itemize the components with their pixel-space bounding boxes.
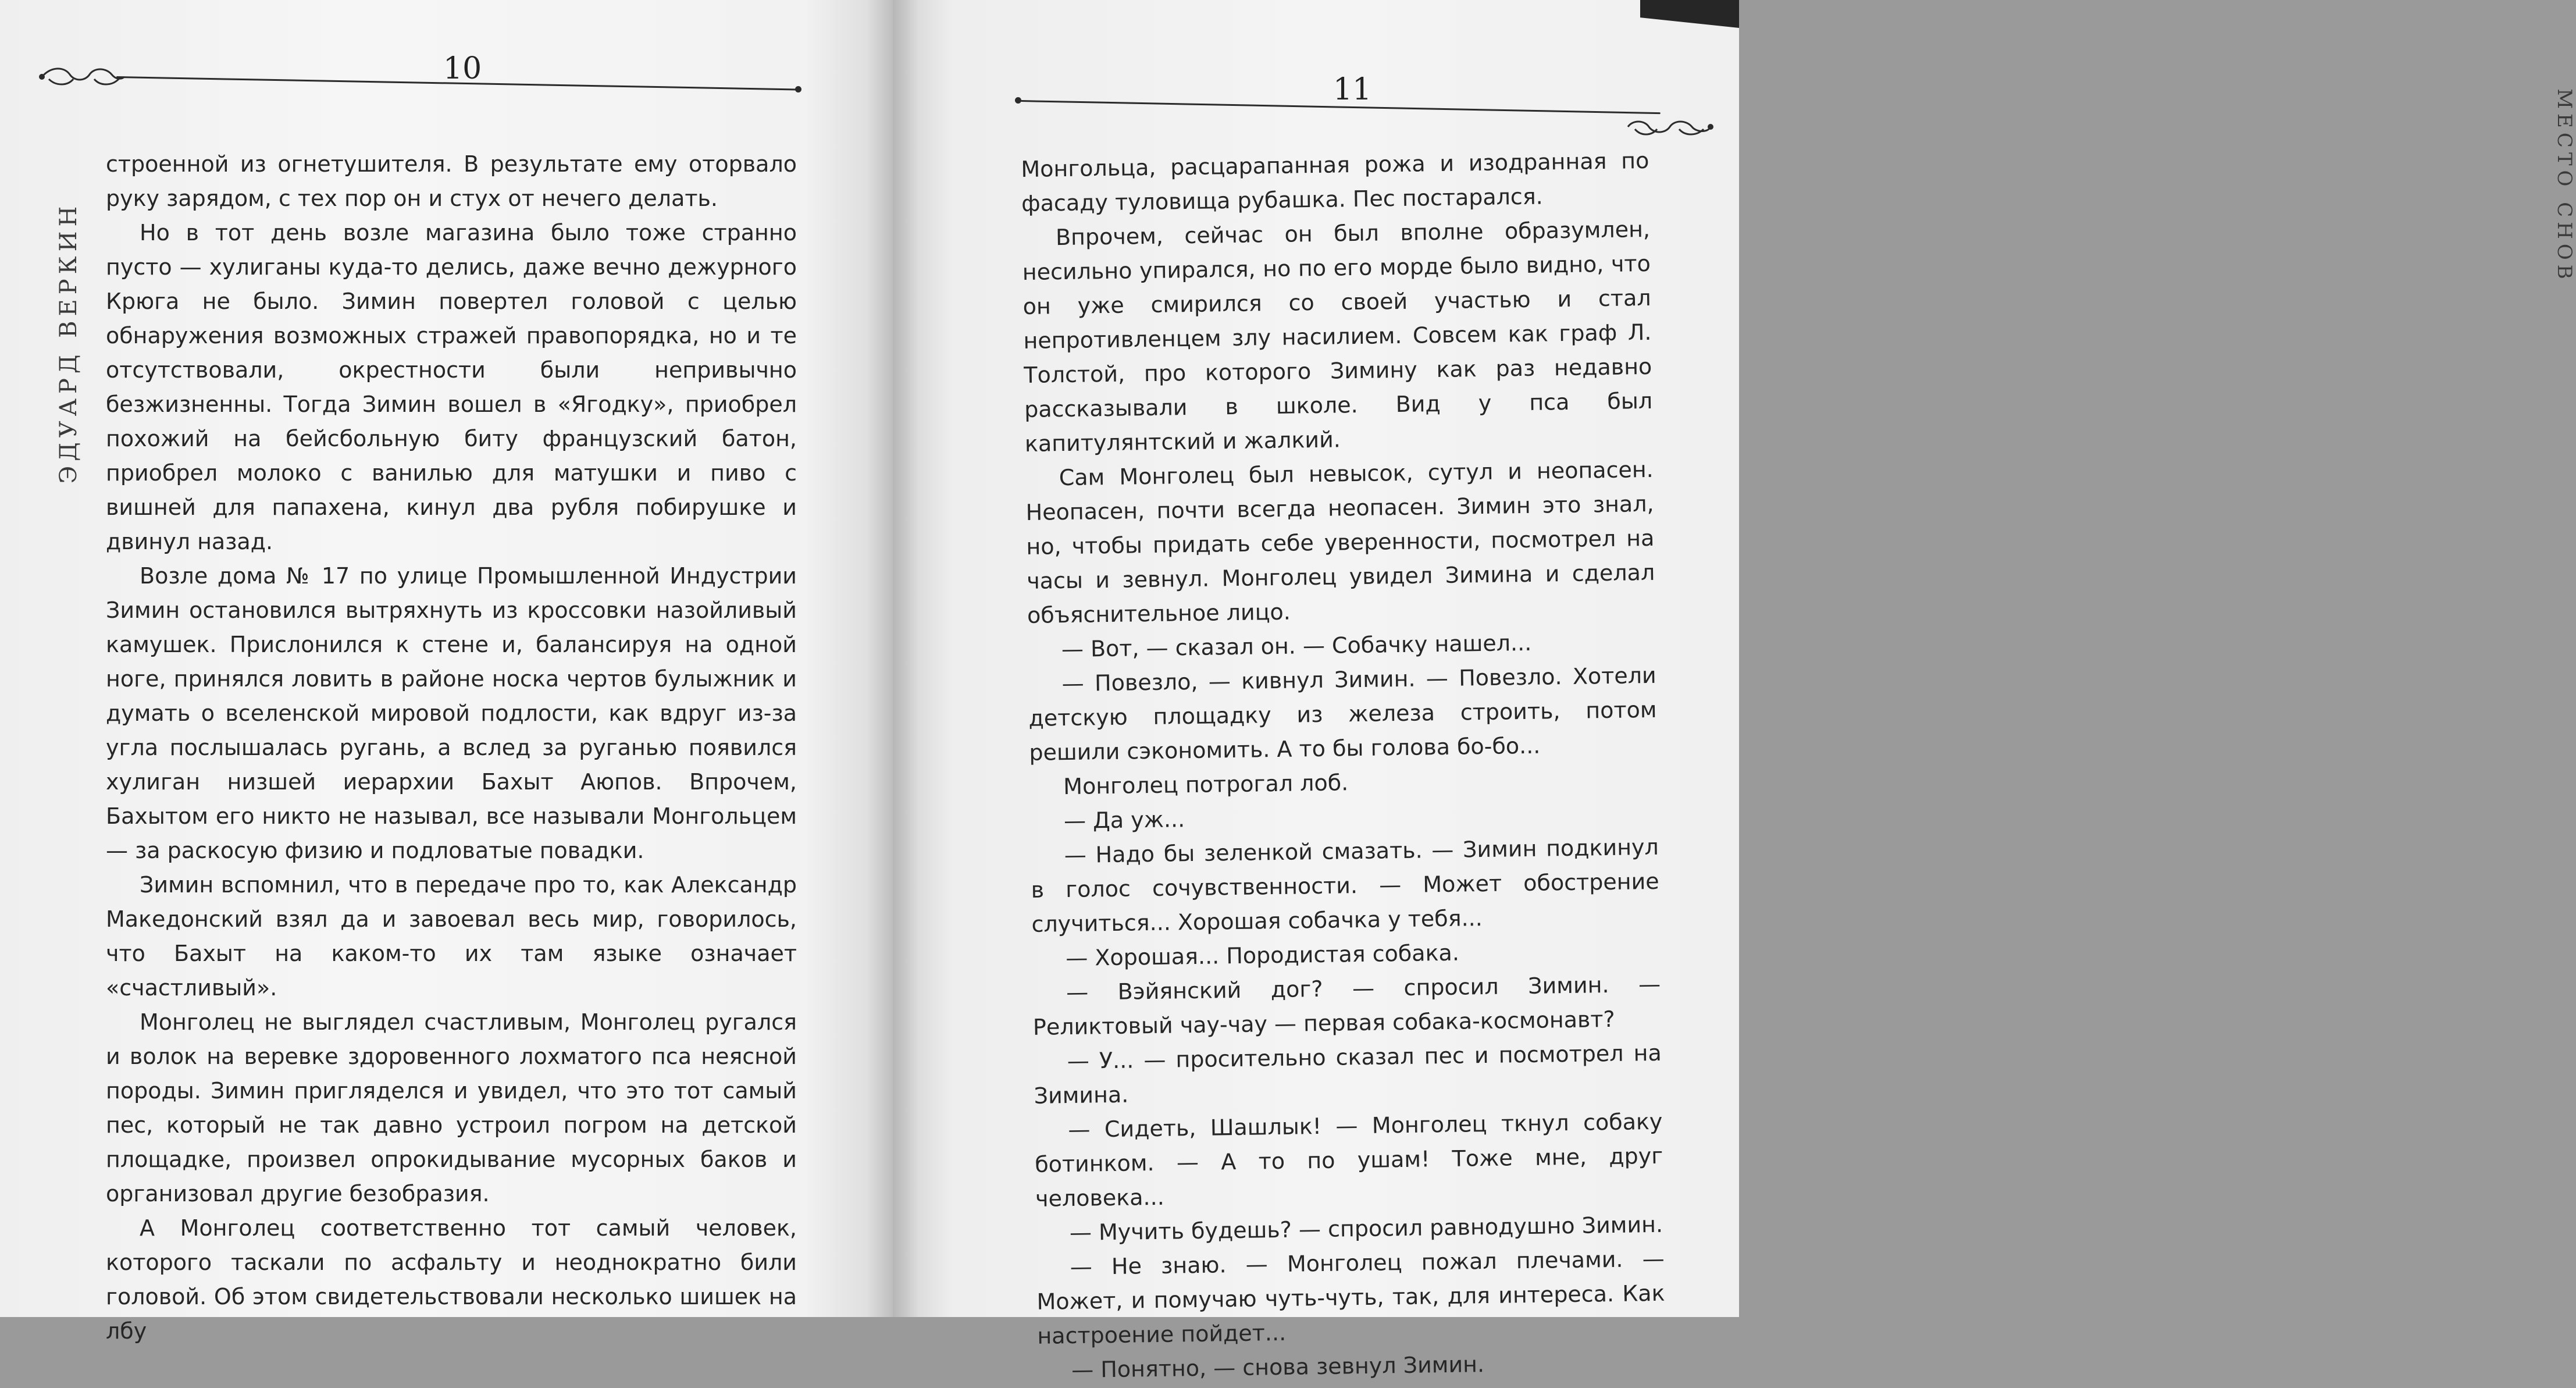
right-paragraph: — Понятно, — снова зевнул Зимин. — [1071, 1351, 1485, 1383]
right-paragraph: Впрочем, сейчас он был вполне образумлен, несильно упирался, но по его морде было видно, что он уже смирился со своей участью и стал непротивленцем злу насилием. Совсем как граф Л. Толстой, про которого Зимину как раз недавно рассказывали в школе. Вид у пса был капитулянтский и жалкий. — [1022, 216, 1653, 457]
right-paragraph: — Вот, — сказал он. — Собачку нашел... — [1061, 629, 1532, 663]
running-head-title: МЕСТО СНОВ — [2553, 88, 2576, 284]
left-paragraph: Возле дома № 17 по улице Промышленной Индустрии Зимин остановился вытряхнуть из кроссовки назойливый камушек. Прислонился к стене и, балансируя на одной ноге, принялся ловить в районе носка чертов булыжник и думать о вселенской мировой подлости, как вдруг из-за угла послышалась ругань, а вслед за руганью появился хулиган низшей иерархии Бахыт Аюпов. Впрочем, Бахытом его никто не называл, все называли Монгольцем — за раскосую физию и подловатые повадки. — [106, 563, 797, 863]
right-paragraph: — Сидеть, Шашлык! — Монголец ткнул собаку ботинком. — А то по ушам! Тоже мне, друг человека... — [1034, 1108, 1663, 1212]
left-page — [0, 0, 893, 1344]
right-paragraph: — Мучить будешь? — спросил равнодушно Зимин. — [1069, 1211, 1663, 1246]
right-paragraph: Сам Монголец был невысок, сутул и неопасен. Неопасен, почти всегда неопасен. Зимин это знал, но, чтобы придать себе уверенности, посмотрел на часы и зевнул. Монголец увидел Зимина и сделал объяснительное лицо. — [1025, 456, 1655, 628]
right-paragraph: — Надо бы зеленкой смазать. — Зимин подкинул в голос сочувственности. — Может обострение случиться... Хорошая собачка у тебя... — [1031, 834, 1659, 937]
right-page-text — [1021, 144, 1666, 1388]
right-paragraph: — У... — просительно сказал пес и посмотрел на Зимина. — [1034, 1040, 1662, 1109]
book-gutter-shadow — [867, 0, 919, 1317]
right-rule-start-dot — [1015, 97, 1021, 104]
left-paragraph: А Монголец соответственно тот самый человек, которого таскали по асфальту и неоднократно били головой. Об этом свидетельствовали несколько шишек на лбу — [106, 1215, 797, 1344]
left-paragraph: Монголец не выглядел счастливым, Монголец ругался и волок на веревке здоровенного лохматого пса неясной породы. Зимин пригляделся и увидел, что это тот самый пес, который не так давно устроил погром на детской площадке, произвел опрокидывание мусорных баков и организовал другие безобразия. — [106, 1009, 797, 1207]
right-page — [893, 0, 2576, 1383]
right-paragraph: Монголец потрогал лоб. — [1063, 770, 1349, 800]
page-number-left: 10 — [443, 51, 482, 86]
right-paragraph: — Повезло, — кивнул Зимин. — Повезло. Хотели детскую площадку из железа строить, потом решили сэкономить. А то бы голова бо-бо... — [1028, 662, 1657, 766]
left-paragraph: Но в тот день возле магазина было тоже странно пусто — хулиганы куда-то делись, даже вечно дежурного Крюга не было. Зимин повертел головой с целью обнаружения возможных стражей правопорядка, но и те отсутствовали, окрестности были непривычно безжизненны. Тогда Зимин вошел в «Ягодку», приобрел похожий на бейсбольную биту французский батон, приобрел молоко с ванилью для матушки и пиво с вишней для папахена, кинул два рубля побирушке и двинул назад. — [106, 220, 797, 554]
right-paragraph: — Вэйянский дог? — спросил Зимин. — Реликтовый чау-чау — первая собака-космонавт? — [1032, 971, 1661, 1040]
left-paragraph: Зимин вспомнил, что в передаче про то, как Александр Македонский взял да и завоевал весь мир, говорилось, что Бахыт на каком-то их там языке означает «счастливый». — [106, 872, 797, 1001]
background-corner — [1640, 0, 1739, 28]
running-head-author: ЭДУАРД ВЕРКИН — [55, 201, 82, 484]
right-paragraph: Монгольца, расцарапанная рожа и изодранная по фасаду туловища рубашка. Пес постарался. — [1021, 147, 1649, 216]
left-paragraph: строенной из огнетушителя. В результате ему оторвало руку зарядом, с тех пор он и стух от нечего делать. — [106, 151, 797, 211]
page-number-right: 11 — [1333, 72, 1372, 107]
left-flourish-ornament — [38, 63, 126, 90]
right-paragraph: — Хорошая... Породистая собака. — [1066, 939, 1460, 971]
right-flourish-ornament — [1627, 114, 1714, 141]
left-rule-end-dot — [795, 86, 801, 92]
right-paragraph: — Не знаю. — Монголец пожал плечами. — Может, и помучаю чуть-чуть, так, для интереса. Как настроение пойдет... — [1036, 1245, 1665, 1349]
right-paragraph: — Да уж... — [1063, 806, 1185, 834]
left-page-text — [106, 147, 797, 1348]
